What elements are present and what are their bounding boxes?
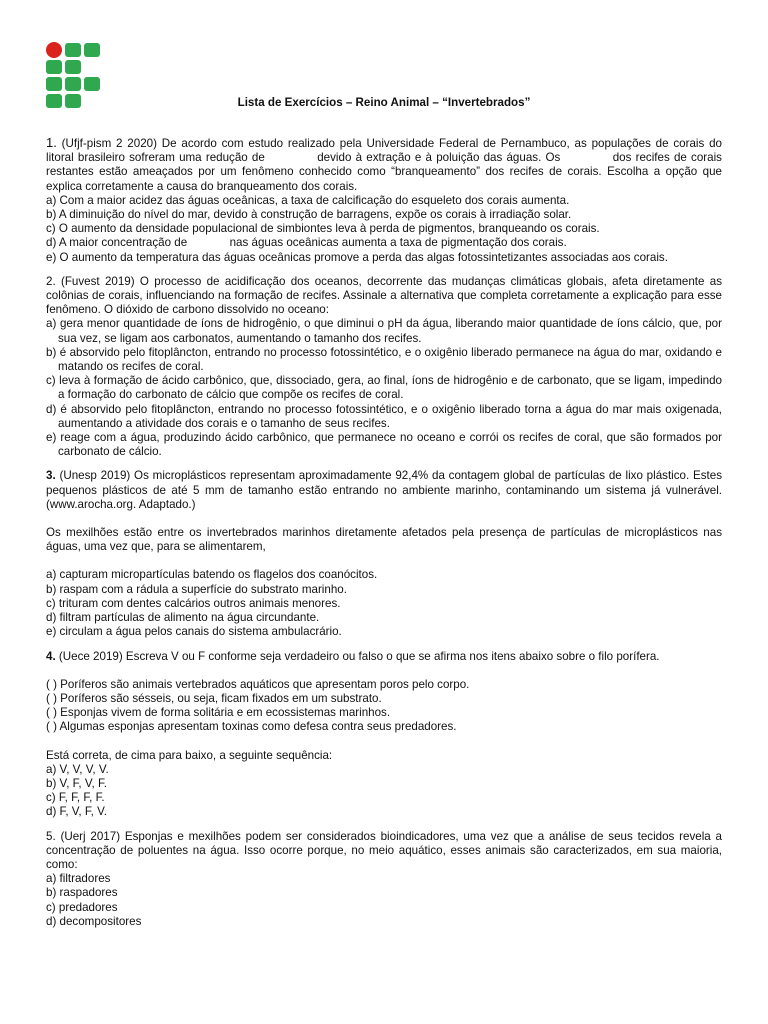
statement-item: ( ) Esponjas vivem de forma solitária e em ecossistemas marinhos.: [46, 706, 391, 720]
option-text: d) A maior concentração de: [46, 236, 188, 250]
option-c: c) leva à formação de ácido carbônico, que, dissociado, gera, ao final, íons de hidrogênio e de carbonato, que se ligam, impedindo a formação do carbonato de cálcio que compõe os recifes de coral.: [46, 374, 722, 402]
option-c: c) predadores: [46, 900, 118, 914]
option-d: [46, 236, 722, 250]
option-c: c) trituram com dentes calcários outros animais menores.: [46, 596, 341, 610]
question-text: (Unesp 2019) Os microplásticos representam aproximadamente 92,4% da contagem global de partículas de lixo plástico. Estes pequenos plásticos de até 5 mm de tamanho estão entrando no ambiente marinho, contaminando um sistema já vulnerável. (www.arocha.org. Adaptado.): [46, 469, 722, 511]
question-1-stem: [46, 136, 722, 194]
option-a: a) gera menor quantidade de íons de hidrogênio, o que diminui o pH da água, liberando maior quantidade de íons cálcio, que, por sua vez, se ligam aos carbonatos, aumentando o tamanho dos recifes.: [46, 317, 722, 345]
question-5-stem: 5. (Uerj 2017) Esponjas e mexilhões podem ser considerados bioindicadores, uma vez que a análise de seus tecidos revela a concentração de poluentes na água. Isso ocorre porque, no meio aquático, esses animais são caracterizados, em sua maioria, como:: [46, 829, 722, 871]
question-number: 3.: [46, 469, 56, 483]
option-c: c) F, F, F, F.: [46, 791, 105, 805]
logo-square: [84, 43, 100, 57]
option-d: d) decompositores: [46, 914, 142, 928]
question-3: [46, 469, 722, 639]
statement-item: ( ) Poríferos são animais vertebrados aquáticos que apresentam poros pelo corpo.: [46, 677, 470, 691]
option-d: d) F, V, F, V.: [46, 805, 108, 819]
option-a: a) filtradores: [46, 872, 111, 886]
statement-item: ( ) Algumas esponjas apresentam toxinas como defesa contra seus predadores.: [46, 720, 457, 734]
option-b: b) A diminuição do nível do mar, devido à construção de barragens, expõe os corais à irradiação solar.: [46, 208, 572, 222]
option-a: a) V, V, V, V.: [46, 762, 109, 776]
question-4: [46, 650, 722, 820]
option-a: a) Com a maior acidez das águas oceânicas, a taxa de calcificação do esqueleto dos corais aumenta.: [46, 193, 570, 207]
logo-square: [65, 43, 81, 57]
question-4-prompt: Está correta, de cima para baixo, a seguinte sequência:: [46, 748, 333, 762]
question-3-stem: [46, 469, 722, 512]
question-4-stem: [46, 650, 722, 664]
question-text: (Ufjf-pism 2 2020) De acordo com estudo realizado pela Universidade Federal de Pernambuco, as populações de corais do litoral brasileiro sofreram uma redução de: [46, 137, 722, 165]
option-a: a) capturam micropartículas batendo os flagelos dos coanócitos.: [46, 568, 378, 582]
logo-square: [46, 60, 62, 74]
option-e: e) reage com a água, produzindo ácido carbônico, que permanece no oceano e corrói os recifes de coral, que são formados por carbonato de cálcio.: [46, 431, 722, 459]
option-d: d) filtram partículas de alimento na água circundante.: [46, 611, 320, 625]
option-e: e) circulam a água pelos canais do sistema ambulacrário.: [46, 625, 342, 639]
option-c: c) O aumento da densidade populacional de simbiontes leva à perda de pigmentos, branqueando os corais.: [46, 222, 600, 236]
option-d: d) é absorvido pelo fitoplâncton, entrando no processo fotossintético, e o oxigênio liberado torna a água do mar mais oxigenada, aumentando a atividade dos corais e o tamanho de seus recifes.: [46, 402, 722, 430]
option-b: b) é absorvido pelo fitoplâncton, entrando no processo fotossintético, e o oxigênio liberado permanece na água do mar, oxidando e matando os recifes de coral.: [46, 345, 722, 374]
option-b: b) raspam com a rádula a superfície do substrato marinho.: [46, 582, 347, 596]
question-text: devido à extração e à poluição das águas. Os: [317, 151, 561, 165]
question-text: dos recifes de corais restantes estão ameaçados por um fenômeno conhecido como “branqueamento” dos recifes de corais. Escolha a opção que explica corretamente a causa do branqueamento dos corais.: [46, 151, 722, 193]
option-e: e) O aumento da temperatura das águas oceânicas promove a perda das algas fotossintetizantes associadas aos corais.: [46, 250, 668, 264]
question-number: 4.: [46, 649, 56, 663]
logo-square: [65, 77, 81, 91]
statement-item: ( ) Poríferos são sésseis, ou seja, ficam fixados em um substrato.: [46, 691, 382, 705]
page-title: Lista de Exercícios – Reino Animal – “Invertebrados”: [237, 96, 531, 109]
question-5: [46, 830, 722, 929]
option-text: nas águas oceânicas aumenta a taxa de pigmentação dos corais.: [229, 236, 567, 250]
question-text: (Uece 2019) Escreva V ou F conforme seja verdadeiro ou falso o que se afirma nos itens abaixo sobre o filo porífera.: [58, 649, 660, 663]
option-b: b) raspadores: [46, 886, 118, 900]
logo-square: [84, 77, 100, 91]
question-2-stem: 2. (Fuvest 2019) O processo de acidificação dos oceanos, decorrente das mudanças climáticas globais, afeta diretamente as colônias de corais, influenciando na formação de recifes. Assinale a alternativa que completa corretamente a explicação para esse fenômeno. O dióxido de carbono dissolvido no oceano:: [46, 274, 722, 317]
question-1: [46, 136, 722, 265]
question-number: 1.: [46, 135, 57, 150]
question-3-prompt: Os mexilhões estão entre os invertebrados marinhos diretamente afetados pela presença de partículas de microplásticos nas águas, uma vez que, para se alimentarem,: [46, 526, 722, 554]
question-2: [46, 275, 722, 460]
logo-red-circle: [46, 42, 62, 58]
logo-square: [65, 60, 81, 74]
exercise-list: [46, 136, 722, 939]
option-b: b) V, F, V, F.: [46, 776, 108, 790]
logo-square: [46, 77, 62, 91]
